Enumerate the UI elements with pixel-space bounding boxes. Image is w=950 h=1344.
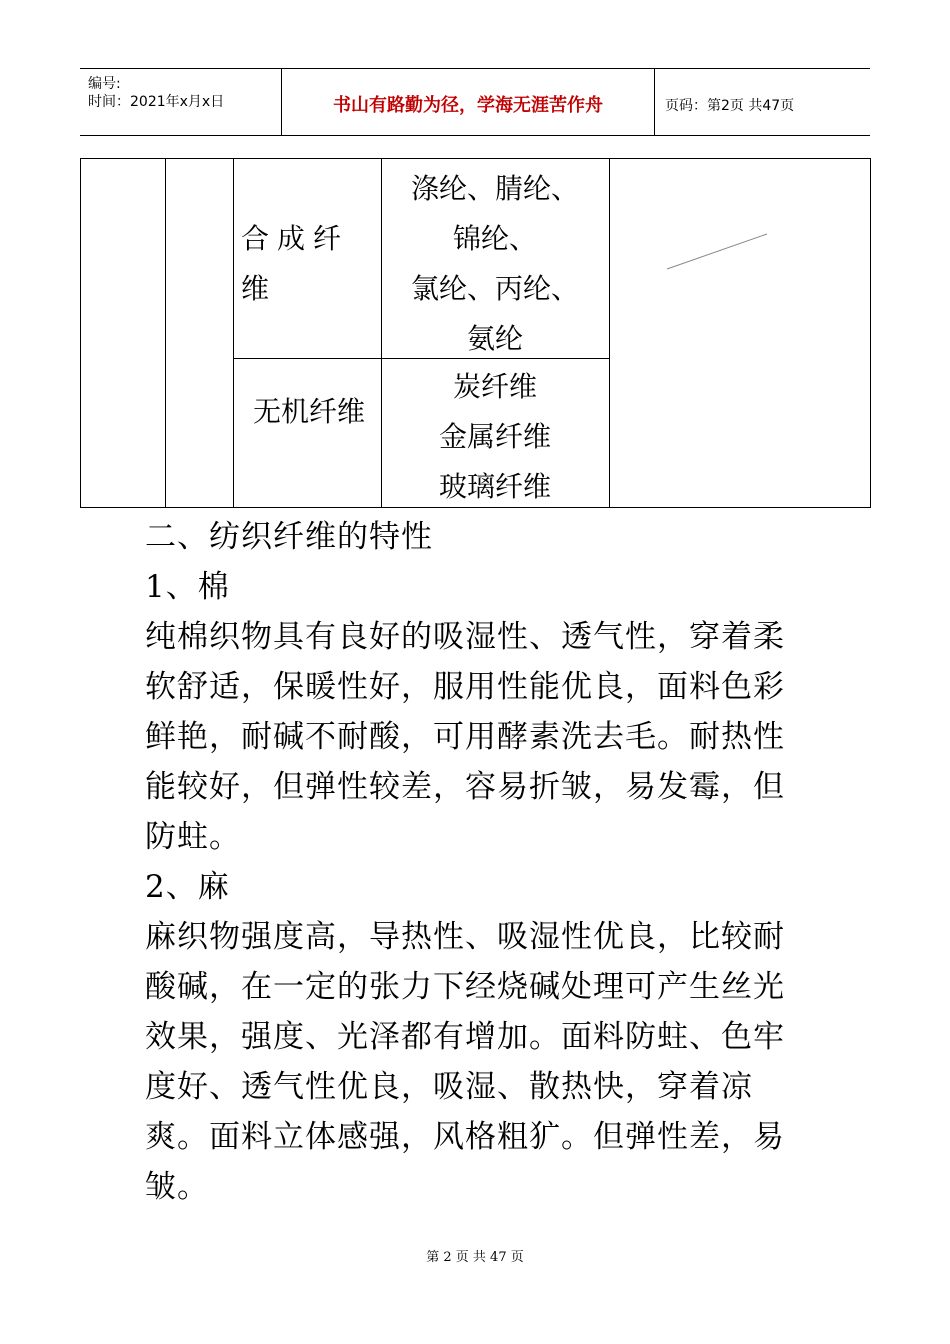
table-cell-line: 炭纤维 (452, 370, 537, 403)
page-number-label: 页码：第2页 共47页 (665, 98, 795, 114)
item-cotton-text: 纯棉织物具有良好的吸湿性、透气性，穿着柔软舒适，保暖性好，服用性能优良，面料色彩鲜艳，耐碱不耐酸，可用酵素洗去毛。耐热性能较好，但弹性较差，容易折皱，易发霉，但防蛀。 (145, 619, 785, 855)
table-cell-line: 氨纶 (466, 322, 523, 355)
date-label: 时间：2021年x月x日 (88, 94, 225, 110)
header-motto: 书山有路勤为径，学海无涯苦作舟 (333, 95, 603, 116)
table-row-synthetic-category: 合成纤维 (241, 222, 350, 305)
page-footer: 第 2 页 共 47 页 (426, 1250, 524, 1265)
table-cell-line: 玻璃纤维 (438, 470, 551, 503)
table-cell-line: 氯纶、丙纶、 (410, 272, 579, 305)
table-cell-line: 金属纤维 (438, 420, 551, 453)
fiber-table (80, 158, 871, 508)
header-left-cell (80, 69, 282, 135)
header-right-cell (655, 69, 870, 135)
section-title: 二、纺织纤维的特性 (145, 519, 433, 555)
item-cotton-title: 1、棉 (145, 569, 230, 605)
table-cell-line: 锦纶、 (452, 222, 537, 255)
table-row-inorganic-category: 无机纤维 (252, 395, 365, 428)
page-header (80, 68, 870, 136)
item-linen-text: 麻织物强度高，导热性、吸湿性优良，比较耐酸碱，在一定的张力下经烧碱处理可产生丝光效果，强度、光泽都有增加。面料防蛀、色牢度好、透气性优良，吸湿、散热快，穿着凉爽。面料立体感强，风格粗犷。但弹性差，易皱。 (145, 919, 785, 1205)
table-cell-line: 涤纶、腈纶、 (410, 172, 579, 205)
header-center-cell (282, 69, 655, 135)
table-row-inorganic-examples (381, 362, 609, 512)
table-row-synthetic-examples (381, 164, 609, 364)
document-number-label: 编号: (88, 76, 121, 92)
item-linen-title: 2、麻 (145, 869, 230, 905)
